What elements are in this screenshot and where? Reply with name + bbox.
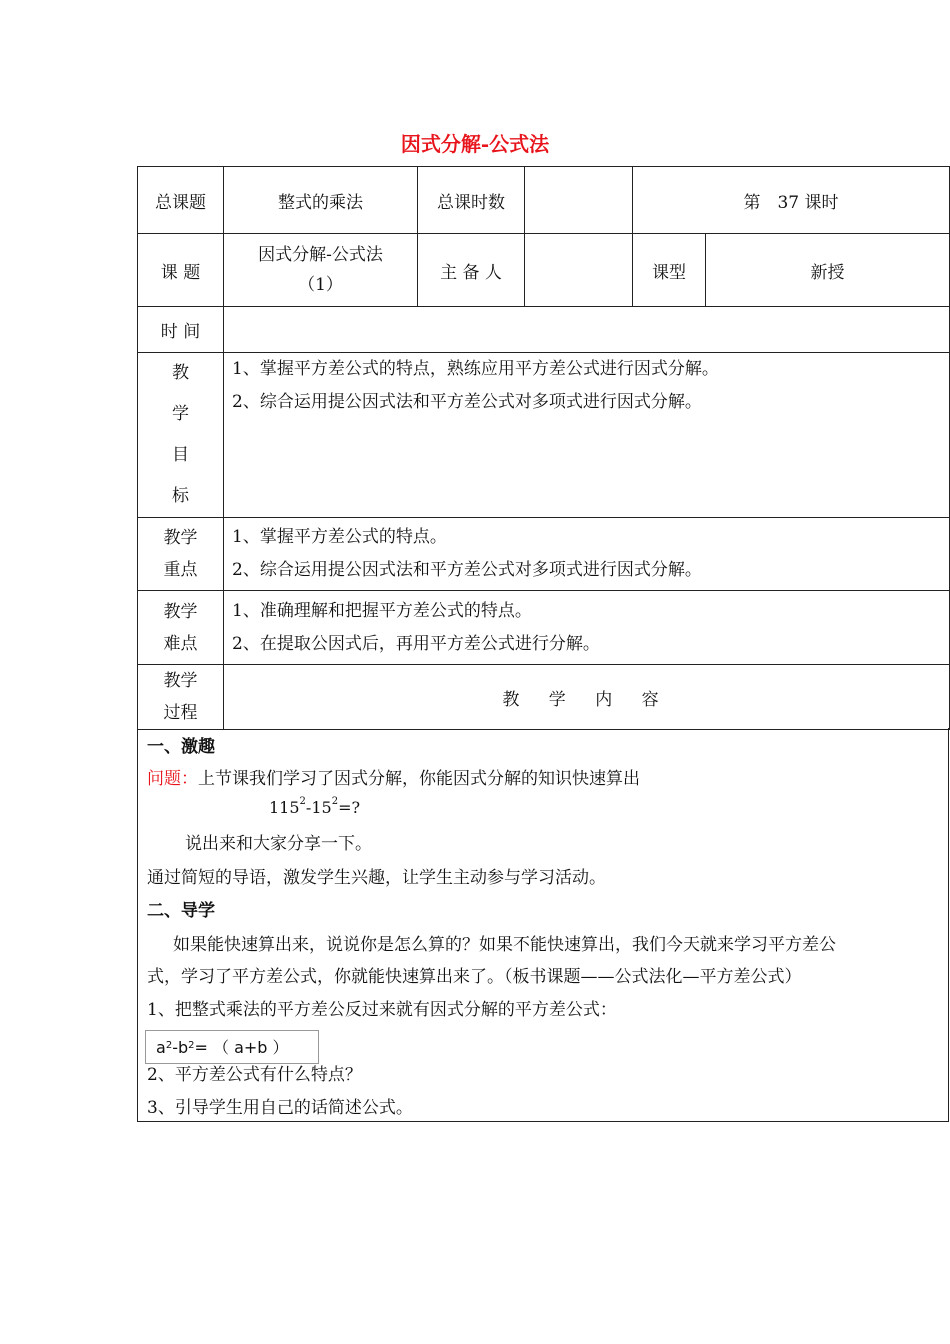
- topic-line1: 因式分解-公式法: [258, 245, 383, 265]
- preparer-value: [525, 234, 633, 307]
- goal-item: 2、综合运用提公因式法和平方差公式对多项式进行因式分解。: [232, 392, 702, 412]
- item-2: 2、平方差公式有什么特点？: [147, 1065, 362, 1085]
- row-difficulties: [138, 591, 950, 665]
- course-label: 总课题: [138, 167, 224, 234]
- row-course: [138, 167, 950, 234]
- type-value: 新授: [706, 234, 950, 307]
- course-value: 整式的乘法: [224, 167, 418, 234]
- question-label: 问题：: [147, 769, 198, 789]
- goals-label: 教 学 目 标: [138, 353, 224, 518]
- section2-heading: 二、导学: [147, 901, 215, 921]
- key-point-item: 1、掌握平方差公式的特点。: [232, 527, 447, 547]
- difficulties-label: 教学 难点: [138, 591, 224, 665]
- row-goals: [138, 353, 950, 518]
- row-time: [138, 307, 950, 353]
- row-key-points: [138, 518, 950, 591]
- question-line: [147, 764, 640, 789]
- key-point-item: 2、综合运用提公因式法和平方差公式对多项式进行因式分解。: [232, 560, 702, 580]
- goals-content: [224, 353, 950, 518]
- row-topic: [138, 234, 950, 307]
- process-label: 教学 过程: [138, 665, 224, 730]
- difficulty-item: 2、在提取公因式后，再用平方差公式进行分解。: [232, 633, 600, 654]
- key-points-label: 教学 重点: [138, 518, 224, 591]
- topic-line2: （1）: [298, 275, 343, 295]
- time-value: [224, 307, 950, 353]
- question-text: 上节课我们学习了因式分解，你能因式分解的知识快速算出: [198, 769, 640, 789]
- lesson-number: 第 37 课时: [633, 167, 950, 234]
- hours-value: [525, 167, 633, 234]
- difficulty-item: 1、准确理解和把握平方差公式的特点。: [232, 600, 532, 621]
- lesson-plan-table: [137, 166, 950, 730]
- row-process: [138, 665, 950, 730]
- item-3: 3、引导学生用自己的话简述公式。: [147, 1098, 413, 1118]
- paragraph-line2: 式，学习了平方差公式，你就能快速算出来了。（板书课题——公式法化—平方差公式）: [147, 967, 802, 987]
- key-points-content: [224, 518, 950, 591]
- paragraph-line1: 如果能快速算出来，说说你是怎么算的？如果不能快速算出，我们今天就来学习平方差公: [173, 935, 836, 955]
- preparer-label: 主 备 人: [418, 234, 525, 307]
- goal-item: 1、掌握平方差公式的特点，熟练应用平方差公式进行因式分解。: [232, 359, 719, 379]
- expression: $115^2-15^2=$?: [269, 796, 361, 817]
- section1-heading: 一、激趣: [147, 737, 215, 757]
- item-1: 1、把整式乘法的平方差公反过来就有因式分解的平方差公式：: [147, 1000, 617, 1020]
- topic-value: [224, 234, 418, 307]
- hours-label: 总课时数: [418, 167, 525, 234]
- formula-box: $a^2-b^2=$ （ a+b ）: [145, 1030, 319, 1064]
- teaching-content: [137, 728, 949, 1122]
- type-label: 课型: [633, 234, 706, 307]
- time-label: 时 间: [138, 307, 224, 353]
- page-title: 因式分解-公式法: [400, 132, 550, 156]
- content-header: 教 学 内 容: [224, 665, 950, 730]
- topic-label: 课 题: [138, 234, 224, 307]
- difficulties-content: [224, 591, 950, 665]
- intro-text: 通过简短的导语，激发学生兴趣，让学生主动参与学习活动。: [147, 868, 606, 888]
- share-text: 说出来和大家分享一下。: [185, 834, 372, 854]
